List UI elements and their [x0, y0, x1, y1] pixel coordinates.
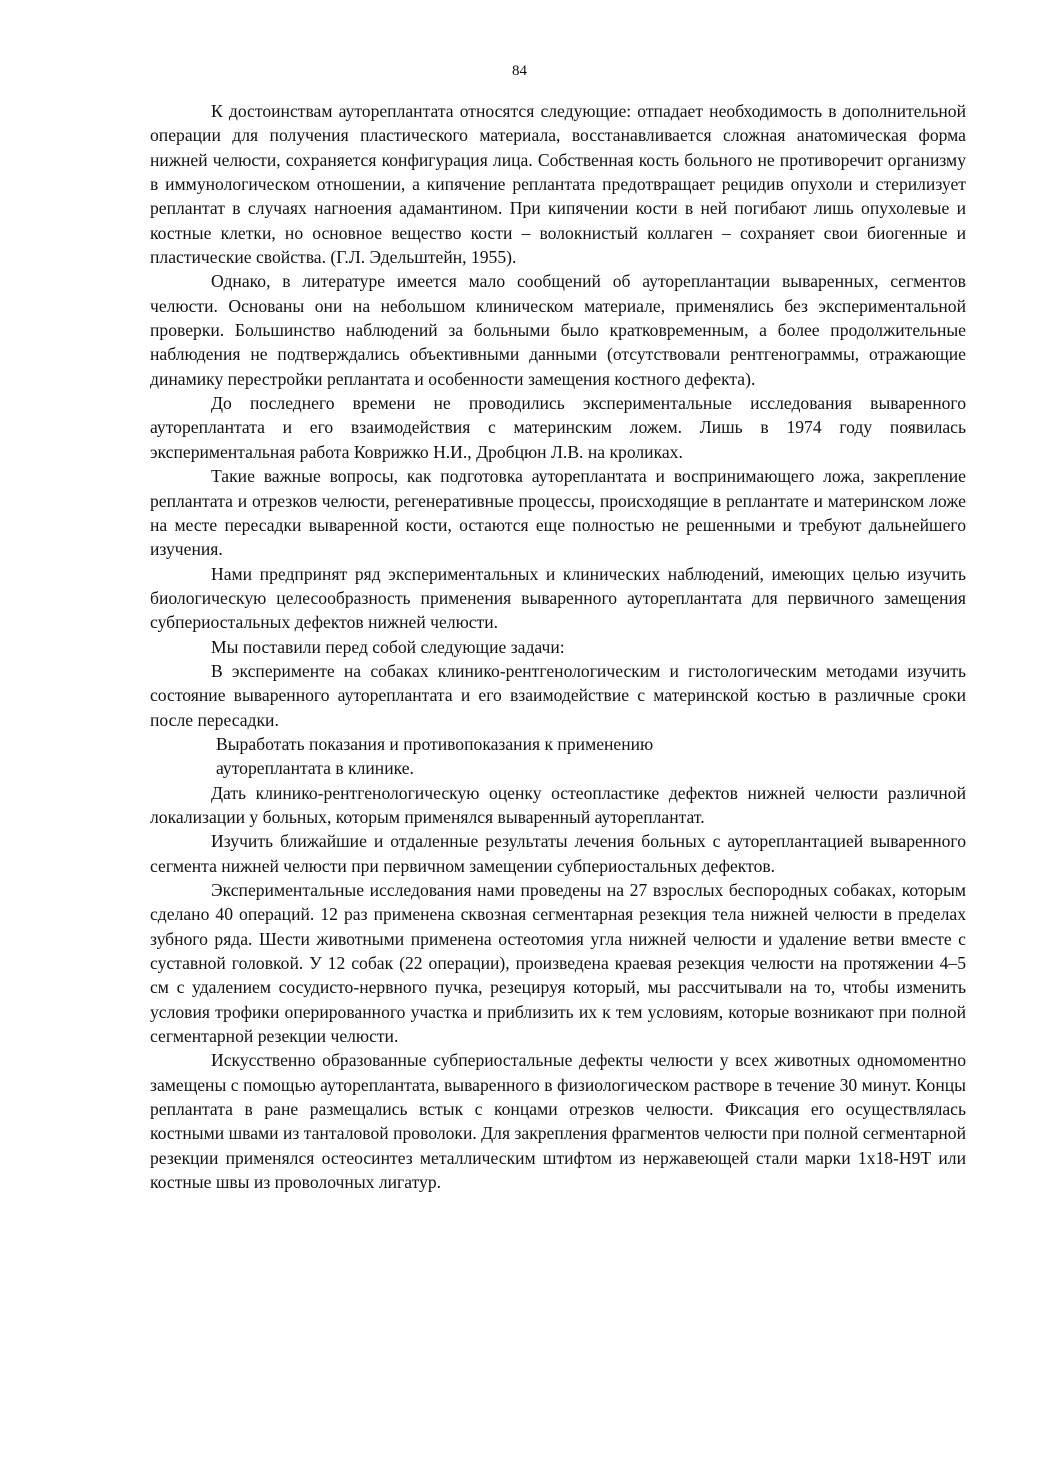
- paragraph-open-questions: Такие важные вопросы, как подготовка аутореплантата и воспринимающего ложа, закрепление реплантата и отрезков челюсти, регенеративные процессы, происходящие в реплантате и материнском ложе на месте пересадки вываренной кости, остаются еще полностью не решенными и требуют дальнейшего изучения.: [150, 466, 966, 560]
- paragraph-advantages: К достоинствам аутореплантата относятся следующие: отпадает необходимость в дополнительной операции для получения пластического материала, восстанавливается сложная анатомическая форма нижней челюсти, сохраняется конфигурация лица. Собственная кость больного не противоречит организму в иммунологическом отношении, а кипячение реплантата предотвращает рецидив опухоли и стерилизует реплантат в случаях нагноения адамантином. При кипячении кости в ней погибают лишь опухолевые и костные клетки, но основное вещество кости – волокнистый коллаген – сохраняет свои биогенные и пластические свойства. (Г.Л. Эдельштейн, 1955).: [150, 101, 966, 268]
- task-item-2-line-2: аутореплантата в клинике.: [216, 758, 414, 779]
- paragraph-aim: Нами предпринят ряд экспериментальных и клинических наблюдений, имеющих целью изучить биологическую целесообразность применения вываренного аутореплантата для первичного замещения субпериостальных дефектов нижней челюсти.: [150, 563, 966, 633]
- body-text: [150, 99, 966, 1194]
- paragraph-experiments-history: До последнего времени не проводились экспериментальные исследования вываренного аутореплантата и его взаимодействия с материнским ложем. Лишь в 1974 году появилась экспериментальная работа Коврижко Н.И., Дробцюн Л.В. на кроликах.: [150, 393, 966, 462]
- paragraph-experimental-methods: Экспериментальные исследования нами проведены на 27 взрослых беспородных собаках, которым сделано 40 операций. 12 раз применена сквозная сегментарная резекция тела нижней челюсти в пределах зубного ряда. Шести животными применена остеотомия угла нижней челюсти и удаление ветви вместе с суставной головкой. У 12 собак (22 операции), произведена краевая резекция челюсти на протяжении 4–5 см с удалением сосудисто-нервного пучка, резецируя который, мы рассчитывали на то, чтобы изменить условия трофики оперированного участка и приблизить их к тем условиям, которые возникают при полной сегментарной резекции челюсти.: [150, 880, 966, 1047]
- paragraph-tasks-intro: Мы поставили перед собой следующие задачи:: [211, 636, 565, 657]
- task-item-1: В эксперименте на собаках клинико-рентгенологическим и гистологическим методами изучить состояние вываренного аутореплантата и его взаимодействие с материнской костью в различные сроки после пересадки.: [150, 660, 966, 730]
- paragraph-replantation-technique: Искусственно образованные субпериостальные дефекты челюсти у всех животных одномоментно замещены с помощью аутореплантата, вываренного в физиологическом растворе в течение 30 минут. Концы реплантата в ране размещались встык с концами отрезков челюсти. Фиксация его осуществлялась костными швами из танталовой проволоки. Для закрепления фрагментов челюсти при полной сегментарной резекции применялся остеосинтез металлическим штифтом из нержавеющей стали марки 1х18-Н9Т или костные швы из проволочных лигатур.: [150, 1050, 967, 1193]
- task-item-3: Дать клинико-рентгенологическую оценку остеопластике дефектов нижней челюсти различной локализации у больных, которым применялся вываренный аутореплантат.: [150, 782, 966, 827]
- task-item-2-line-1: Выработать показания и противопоказания к применению: [216, 733, 654, 754]
- page-number: 84: [512, 63, 527, 79]
- task-item-4: Изучить ближайшие и отдаленные результаты лечения больных с аутореплантацией вываренного сегмента нижней челюсти при первичном замещении субпериостальных дефектов.: [150, 831, 966, 876]
- paragraph-literature: Однако, в литературе имеется мало сообщений об аутореплантации вываренных, сегментов челюсти. Основаны они на небольшом клиническом материале, применялись без экспериментальной проверки. Большинство наблюдений за больными было кратковременным, а более продолжительные наблюдения не подтверждались объективными данными (отсутствовали рентгенограммы, отражающие динамику перестройки реплантата и особенности замещения костного дефекта).: [150, 271, 966, 389]
